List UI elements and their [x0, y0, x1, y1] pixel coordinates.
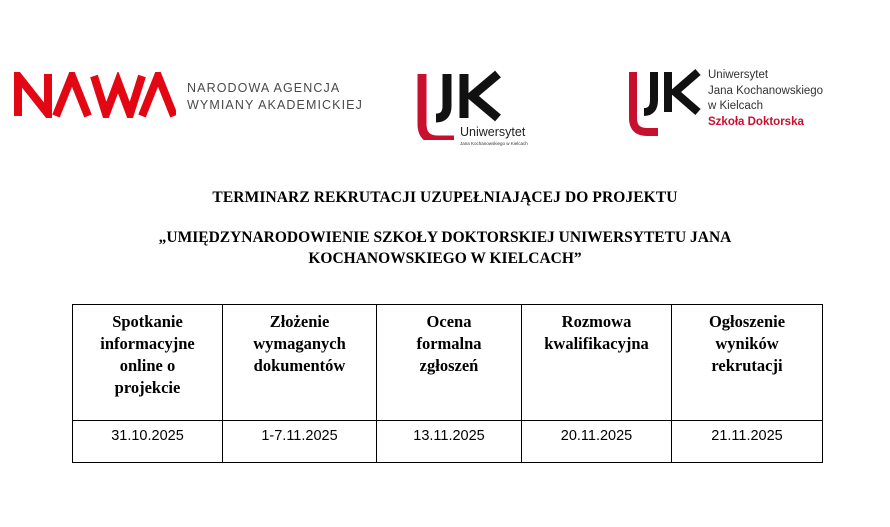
nawa-line-1: NARODOWA AGENCJA: [187, 81, 341, 95]
header-cell: [672, 305, 823, 421]
nawa-line-2: WYMIANY AKADEMICKIEJ: [187, 98, 363, 112]
ujk-logo-center: [414, 70, 544, 150]
header-info-meeting: Spotkanie informacyjne online o projekcie: [100, 312, 195, 397]
header-cell: [73, 305, 223, 421]
header-documents: Złożenie wymaganych dokumentów: [253, 312, 346, 375]
recruitment-schedule-table: [72, 304, 823, 463]
header-cell: [377, 305, 522, 421]
header-formal-review: Ocena formalna zgłoszeń: [416, 312, 482, 375]
logo-bar: [0, 0, 890, 170]
nawa-wordmark-icon: [14, 72, 176, 118]
ujk-right-line-3: w Kielcach: [708, 100, 763, 112]
header-interview: Rozmowa kwalifikacyjna: [544, 312, 649, 353]
document-title: TERMINARZ REKRUTACJI UZUPEŁNIAJĄCEJ DO PROJEKTU: [212, 189, 678, 206]
ujk-center-name: Uniwersytet: [460, 125, 526, 139]
ujk-right-line-1: Uniwersytet: [708, 69, 769, 81]
ujk-mark-icon: [626, 68, 702, 136]
ujk-center-subtitle: Jana Kochanowskiego w Kielcach: [460, 141, 528, 146]
ujk-right-school-name: Szkoła Doktorska: [708, 115, 804, 128]
date-results: 21.11.2025: [672, 421, 823, 463]
nawa-agency-name: [187, 80, 387, 114]
ujk-logo-doctoral-school: [626, 68, 846, 138]
date-documents: 1-7.11.2025: [223, 421, 377, 463]
ujk-right-line-2: Jana Kochanowskiego: [708, 84, 824, 97]
table-header-row: [73, 305, 823, 421]
date-formal-review: 13.11.2025: [377, 421, 522, 463]
table-row: [73, 421, 823, 463]
header-cell: [522, 305, 672, 421]
header-cell: [223, 305, 377, 421]
date-info-meeting: 31.10.2025: [73, 421, 223, 463]
project-name: „UMIĘDZYNARODOWIENIE SZKOŁY DOKTORSKIEJ UNIWERSYTETU JANA KOCHANOWSKIEGO W KIELCACH”: [158, 229, 732, 267]
date-interview: 20.11.2025: [522, 421, 672, 463]
ujk-right-text: [708, 68, 823, 130]
header-results: Ogłoszenie wyników rekrutacji: [708, 312, 786, 375]
